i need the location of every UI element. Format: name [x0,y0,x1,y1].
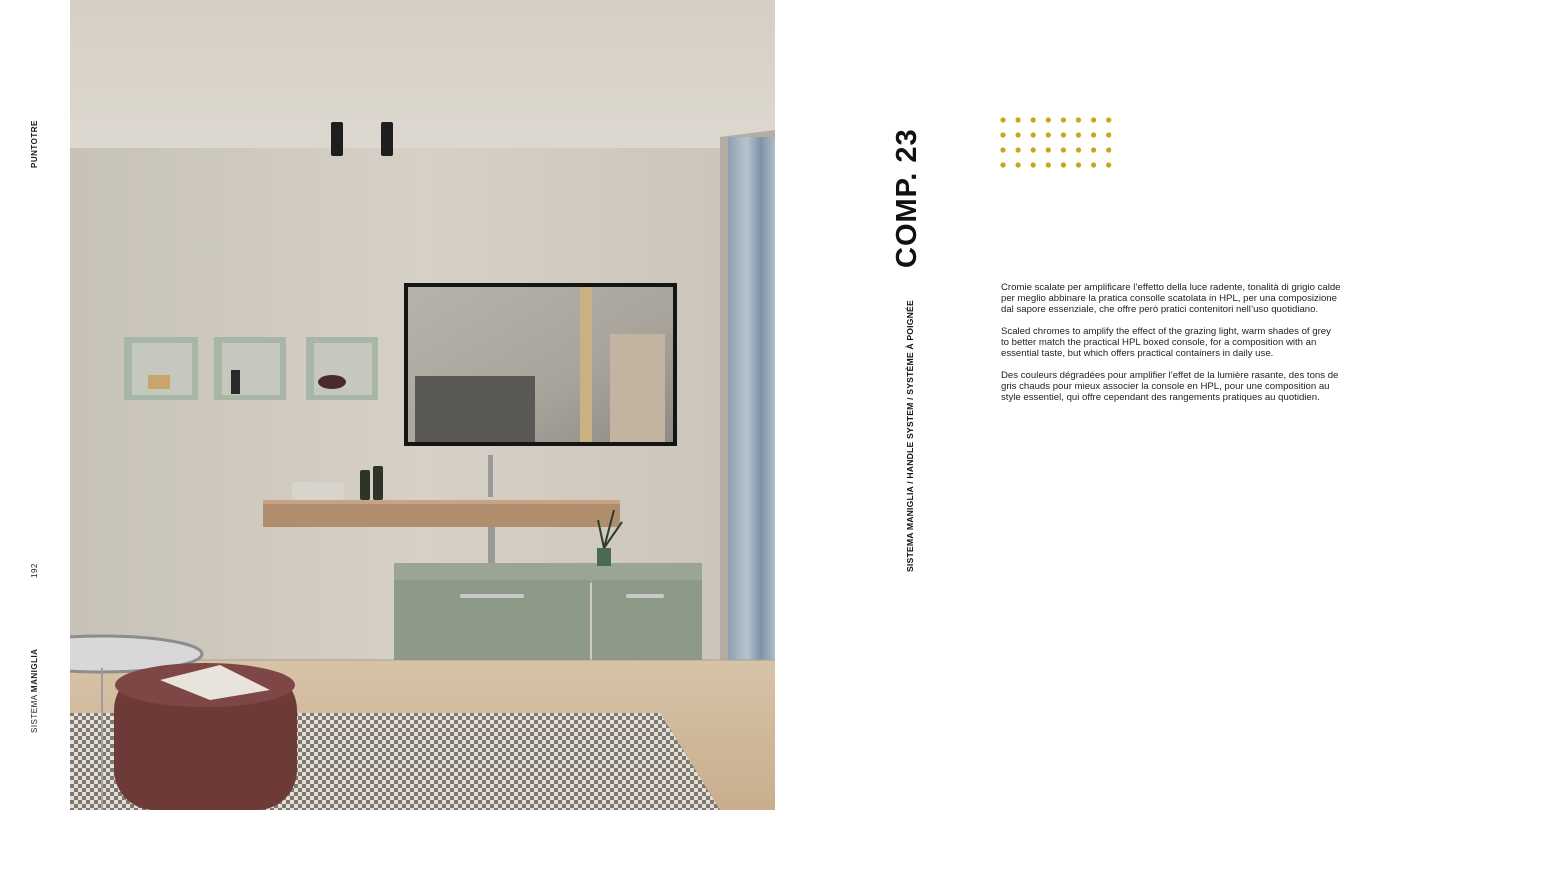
accent-dot [1031,147,1036,152]
section-prefix: SISTEMA [30,692,39,733]
accent-dot [1061,132,1066,137]
page-subtitle: SISTEMA MANIGLIA / HANDLE SYSTEM / SYSTÈME À POIGNÉE [905,300,915,572]
accent-dot [1106,132,1111,137]
accent-dot [1091,132,1096,137]
accent-dot [1016,162,1021,167]
accent-dot [1076,132,1081,137]
bathroom-photo [70,0,775,810]
accent-dot [1000,117,1005,122]
accent-dot [1031,162,1036,167]
accent-dot [1046,132,1051,137]
page-number: 192 [30,563,39,578]
accent-dot [1076,162,1081,167]
section-label [30,649,39,733]
accent-dot [1046,117,1051,122]
description-italian: Cromie scalate per amplificare l’effetto della luce radente, tonalità di grigio calde per meglio abbinare la pratica consolle scatolata in HPL, per una composizione dal sapore essenziale, che offre però pratici contenitori nell’uso quotidiano. [1001,282,1341,315]
brand-label: PUNTOTRE [30,120,39,168]
description-french: Des couleurs dégradées pour amplifier l’effet de la lumière rasante, des tons de gris chauds pour mieux associer la console en HPL, pour une composition au style essentiel, qui offre cependant des rangements pratiques au quotidien. [1001,370,1339,403]
decorative-dot-grid [1000,117,1120,169]
accent-dot [1091,162,1096,167]
accent-dot [1016,132,1021,137]
accent-dot [1031,117,1036,122]
accent-dot [1061,162,1066,167]
accent-dot [1091,147,1096,152]
accent-dot [1031,132,1036,137]
accent-dot [1000,162,1005,167]
bathroom-illustration [70,0,775,810]
accent-dot [1061,117,1066,122]
section-bold: MANIGLIA [30,648,39,693]
accent-dot [1076,117,1081,122]
accent-dot [1106,147,1111,152]
accent-dot [1000,132,1005,137]
accent-dot [1000,147,1005,152]
accent-dot [1016,117,1021,122]
accent-dot [1016,147,1021,152]
accent-dot [1106,117,1111,122]
accent-dot [1046,147,1051,152]
accent-dot [1046,162,1051,167]
accent-dot [1061,147,1066,152]
accent-dot [1106,162,1111,167]
accent-dot [1091,117,1096,122]
description-block [1001,282,1341,414]
description-english: Scaled chromes to amplify the effect of the grazing light, warm shades of grey to better match the practical HPL boxed console, for a composition with an essential taste, but which offers practical containers in daily use. [1001,326,1331,359]
accent-dot [1076,147,1081,152]
page-title: COMP. 23 [891,128,923,268]
